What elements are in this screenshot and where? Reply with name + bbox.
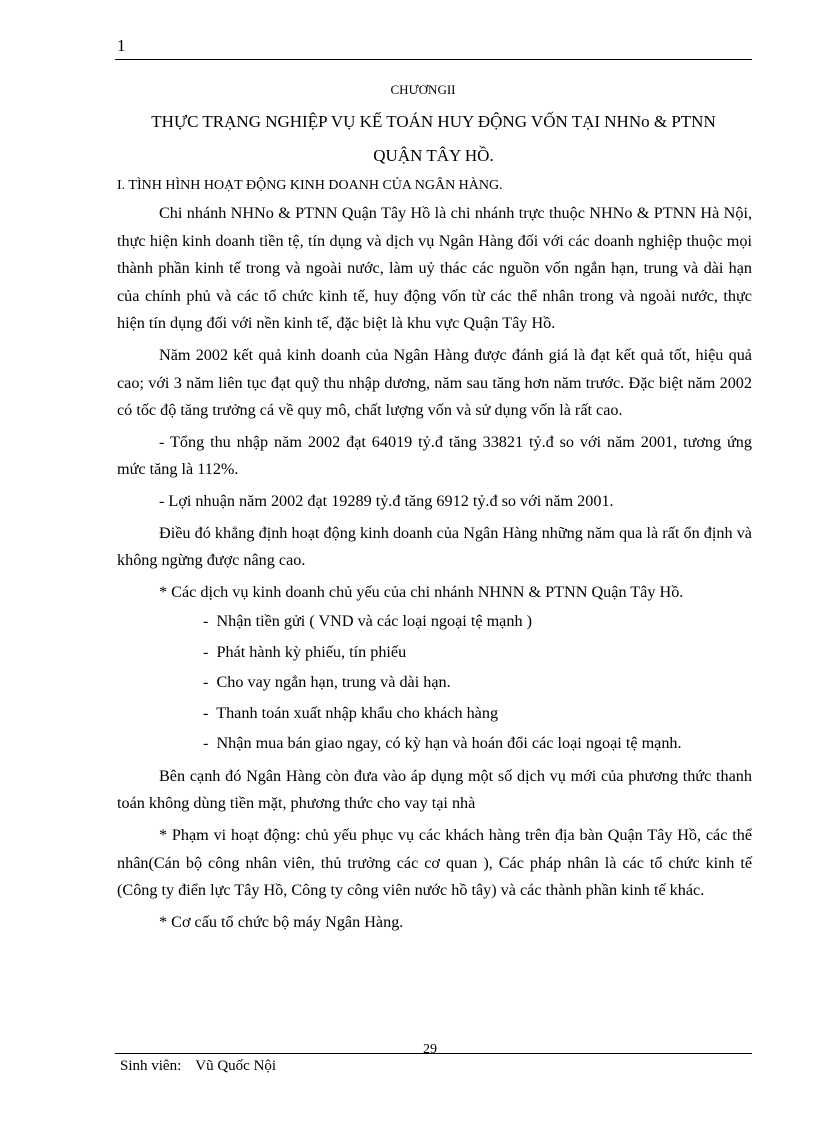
list-item: - Cho vay ngắn hạn, trung và dài hạn. [203, 667, 752, 698]
paragraph-intro: Chi nhánh NHNo & PTNN Quận Tây Hồ là chi nhánh trực thuộc NHNo & PTNN Hà Nội, thực hiện kinh doanh tiền tệ, tín dụng và dịch vụ Ngân Hàng đối với các doanh nghiệp thuộc mọi thành phần kinh tế trong và ngoài nước, làm uỷ thác các nguồn vốn ngắn hạn, trung và dài hạn của chính phủ và các tổ chức kinh tế, huy động vốn từ các thể nhân trong và ngoài nước, thực hiện tín dụng đối với nền kinh tế, đặc biệt là khu vực Quận Tây Hồ. [117, 204, 752, 333]
section-heading: I. TÌNH HÌNH HOẠT ĐỘNG KINH DOANH CỦA NGÂN HÀNG. [117, 178, 503, 193]
footer-page-number: 29 [423, 1042, 437, 1057]
paragraph-total-income: - Tổng thu nhập năm 2002 đạt 64019 tỷ.đ tăng 33821 tỷ.đ so với năm 2001, tương ứng mức tăng là 112%. [117, 432, 752, 479]
student-label: Sinh viên: [120, 1058, 182, 1074]
list-item: - Nhận tiền gửi ( VND và các loại ngoại tệ mạnh ) [203, 606, 752, 637]
chapter-title-line-1: THỰC TRẠNG NGHIỆP VỤ KẾ TOÁN HUY ĐỘNG VỐN TẠI NHNo & PTNN [151, 112, 716, 131]
chapter-title-line-2: QUẬN TÂY HỒ. [373, 146, 494, 165]
footer-rule [115, 1053, 752, 1054]
paragraph-stability: Điều đó khẳng định hoạt động kinh doanh của Ngân Hàng những năm qua là rất ổn định và không ngừng được nâng cao. [117, 523, 752, 570]
list-item: - Nhận mua bán giao ngay, có kỳ hạn và hoán đổi các loại ngoại tệ mạnh. [203, 728, 752, 759]
paragraph-results-2002: Năm 2002 kết quả kinh doanh của Ngân Hàng được đánh giá là đạt kết quả tốt, hiệu quả cao; với 3 năm liên tục đạt quỹ thu nhập dương, năm sau tăng hơn năm trước. Đặc biệt năm 2002 có tốc độ tăng trưởng cá về quy mô, chất lượng vốn và sử dụng vốn là rất cao. [117, 345, 752, 420]
student-name: Vũ Quốc Nội [195, 1058, 277, 1074]
paragraph-profit: - Lợi nhuận năm 2002 đạt 19289 tỷ.đ tăng 6912 tỷ.đ so với năm 2001. [159, 491, 614, 510]
paragraph-services-heading: * Các dịch vụ kinh doanh chủ yếu của chi nhánh NHNN & PTNN Quận Tây Hồ. [159, 582, 684, 601]
header-page-number: 1 [117, 36, 126, 55]
paragraph-scope: * Phạm vi hoạt động: chủ yếu phục vụ các khách hàng trên địa bàn Quận Tây Hồ, các thể nhân(Cán bộ công nhân viên, thủ trưởng các cơ quan ), Các pháp nhân là các tổ chức kinh tế (Công ty điển lực Tây Hồ, Công ty công viên nước hồ tây) và các thành phần kinh tế khác. [117, 826, 752, 900]
paragraph-new-services: Bên cạnh đó Ngân Hàng còn đưa vào áp dụng một số dịch vụ mới của phương thức thanh toán không dùng tiền mặt, phương thức cho vay tại nhà [117, 766, 752, 813]
services-list [117, 606, 752, 759]
chapter-label: CHƯƠNGII [390, 82, 456, 97]
header-rule [115, 59, 752, 60]
chapter-title [115, 105, 752, 173]
footer-student [120, 1058, 276, 1075]
document-body [117, 200, 752, 936]
list-item: - Thanh toán xuất nhập khẩu cho khách hàng [203, 698, 752, 729]
paragraph-structure: * Cơ cấu tổ chức bộ máy Ngân Hàng. [159, 912, 404, 931]
list-item: - Phát hành kỳ phiếu, tín phiếu [203, 637, 752, 668]
